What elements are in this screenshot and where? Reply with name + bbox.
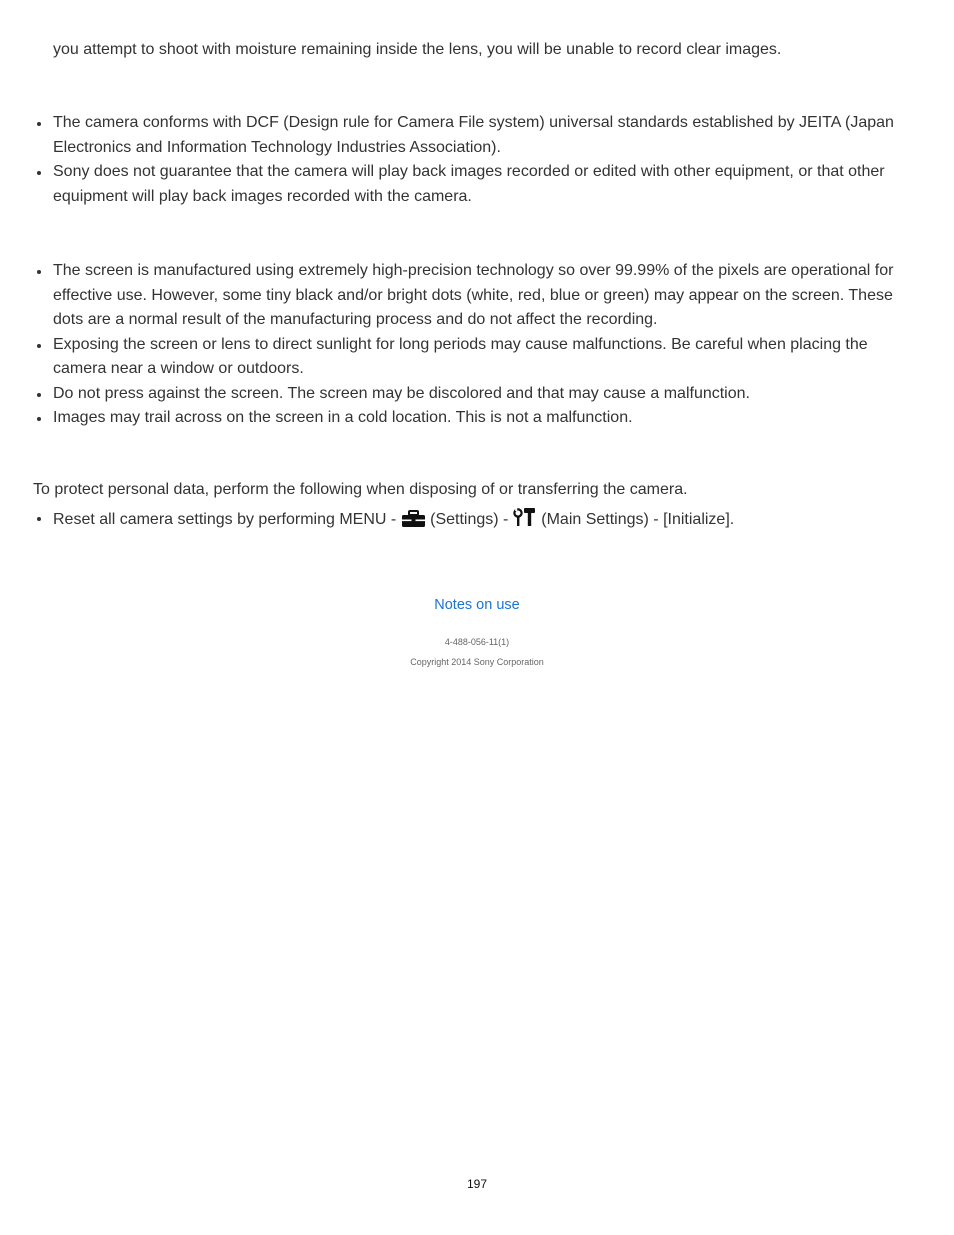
copyright-text: Copyright 2014 Sony Corporation	[410, 657, 544, 667]
list-item: Images may trail across on the screen in a cold location. This is not a malfunction.	[33, 406, 919, 431]
dcf-notes-list	[33, 111, 919, 209]
disposal-text-part2: (Settings) -	[425, 511, 513, 528]
document-code: 4-488-056-11(1)	[444, 637, 510, 647]
list-item: Exposing the screen or lens to direct sunlight for long periods may cause malfunctions. Be careful when placing the camera near a window or outdoors.	[33, 333, 919, 382]
list-item: The screen is manufactured using extremely high-precision technology so over 99.99% of the pixels are operational for effective use. However, some tiny black and/or bright dots (white, red, blue or green) may appear on the screen. These dots are a normal result of the manufacturing process and do not affect the recording.	[33, 259, 919, 333]
list-item: Sony does not guarantee that the camera will play back images recorded or edited with other equipment, or that other equipment will play back images recorded with the camera.	[33, 160, 919, 209]
disposal-intro: To protect personal data, perform the following when disposing of or transferring the camera.	[33, 481, 688, 498]
disposal-list	[33, 506, 919, 537]
disposal-text-part1: Reset all camera settings by performing MENU -	[53, 511, 401, 528]
wrench-hammer-icon	[513, 506, 537, 537]
page-number: 197	[466, 1177, 488, 1191]
continued-paragraph: you attempt to shoot with moisture remaining inside the lens, you will be unable to record clear images.	[53, 41, 782, 58]
disposal-text-part3: (Main Settings) - [Initialize].	[536, 511, 735, 528]
list-item: Do not press against the screen. The screen may be discolored and that may cause a malfunction.	[33, 382, 919, 407]
toolbox-icon	[401, 510, 426, 537]
list-item: The camera conforms with DCF (Design rule for Camera File system) universal standards established by JEITA (Japan Electronics and Information Technology Industries Association).	[33, 111, 919, 160]
list-item	[33, 506, 919, 537]
screen-notes-list	[33, 259, 919, 431]
notes-on-use-link[interactable]: Notes on use	[434, 597, 520, 613]
